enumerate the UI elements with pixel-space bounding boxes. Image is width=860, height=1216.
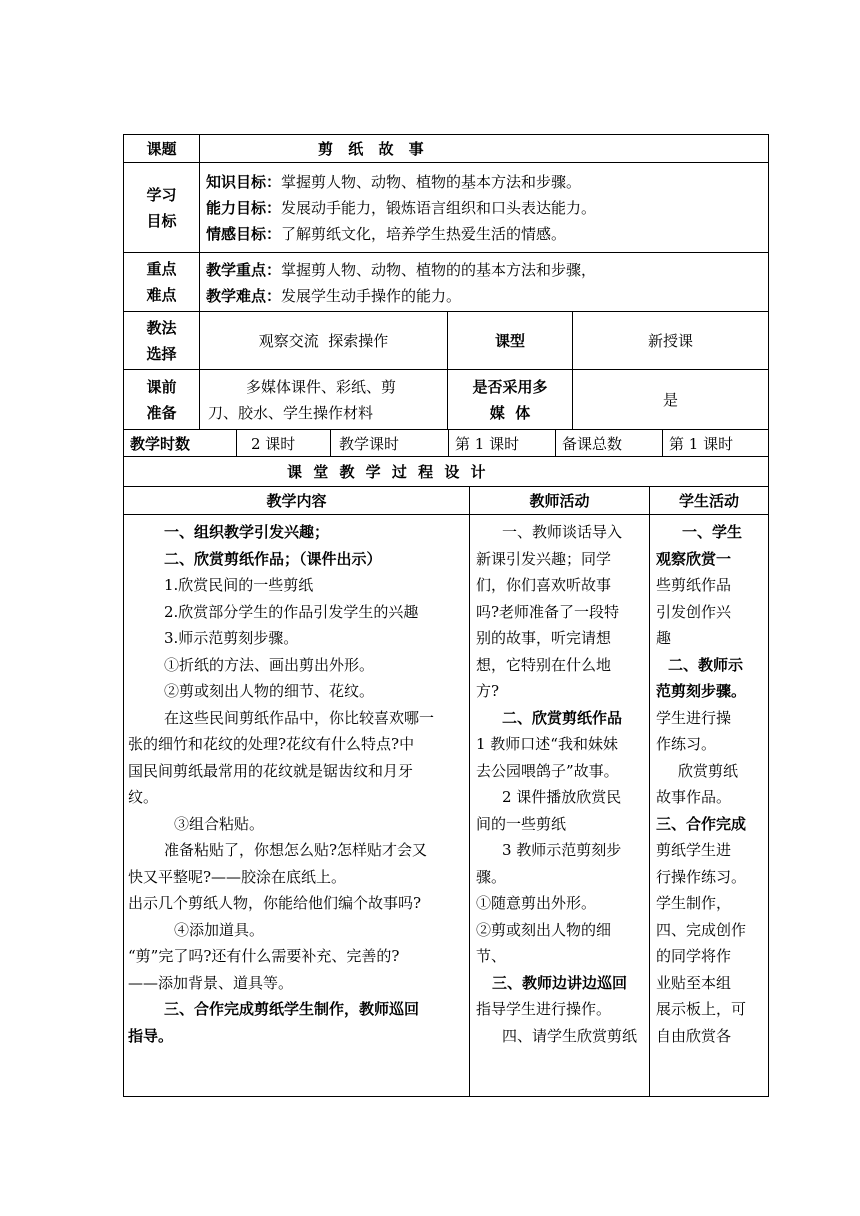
goals-label: 学习 目标: [124, 163, 200, 253]
student-line: 作练习。: [656, 735, 717, 753]
student-line: 学生进行操: [656, 708, 732, 727]
content-line: 在这些民间剪纸作品中，你比较喜欢哪一: [164, 708, 435, 727]
content-column: [124, 515, 470, 1097]
teacher-line: 指导学生进行操作。: [476, 1000, 612, 1018]
student-line: 些剪纸作品: [656, 576, 732, 594]
method-value: 观察交流 探索操作: [200, 312, 448, 370]
keypoint-item: 教学重点：掌握剪人物、动物、植物的的基本方法和步骤，: [206, 261, 597, 279]
student-line: 行操作练习。: [656, 867, 747, 886]
student-line: 三、合作完成: [656, 814, 747, 833]
content-line: 1.欣赏民间的一些剪纸: [164, 576, 314, 594]
teacher-line: 骤。: [476, 867, 507, 886]
teacher-line: ②剪或刻出人物的细: [476, 920, 612, 939]
student-line: 故事作品。: [656, 788, 732, 806]
goal-item: 知识目标：掌握剪人物、动物、植物的基本方法和步骤。: [206, 172, 582, 191]
content-line: “剪”完了吗?还有什么需要补充、完善的?: [128, 947, 400, 965]
teacher-line: 节、: [476, 947, 507, 965]
student-line: 的同学将作: [656, 947, 732, 965]
student-line: 剪纸学生进: [656, 841, 732, 859]
student-column: [650, 515, 769, 1097]
content-line: ①折纸的方法、画出剪出外形。: [164, 655, 375, 674]
keypoints-list: [200, 253, 769, 312]
goals-list: [200, 163, 769, 253]
content-line: 出示几个剪纸人物，你能给他们编个故事吗?: [128, 894, 422, 912]
content-line: 快又平整呢?——胶涂在底纸上。: [128, 867, 347, 886]
process-table: [123, 486, 769, 1097]
lesson-info-table: [123, 134, 769, 430]
goal-item: 能力目标：发展动手能力，锻炼语言组织和口头表达能力。: [206, 198, 597, 217]
content-line: 二、欣赏剪纸作品；（课件出示）: [164, 549, 382, 568]
keypoint-item: 教学难点：发展学生动手操作的能力。: [206, 287, 462, 305]
hours-table: [123, 429, 769, 487]
teacher-line: 四、请学生欣赏剪纸: [502, 1026, 638, 1045]
content-line: 准备粘贴了，你想怎么贴?怎样贴才会又: [164, 841, 428, 859]
prep-label: 课前 准备: [124, 370, 200, 430]
process-title: 课 堂 教 学 过 程 设 计: [124, 457, 769, 487]
keypoints-label: 重点 难点: [124, 253, 200, 312]
teacher-line: 3 教师示范剪刻步: [502, 841, 622, 859]
content-line: 3.师示范剪刻步骤。: [164, 629, 299, 647]
teacher-line: 间的一些剪纸: [476, 814, 567, 833]
student-line: 二、教师示: [668, 655, 744, 674]
prep-total-value: 第 1 课时: [663, 430, 769, 457]
student-line: 欣赏剪纸: [678, 761, 739, 780]
student-line: 学生制作，: [656, 894, 732, 912]
teacher-line: 吗?老师准备了一段特: [476, 602, 620, 621]
content-line: 2.欣赏部分学生的作品引发学生的兴趣: [164, 602, 419, 621]
media-value: 是: [573, 370, 769, 430]
student-line: 一、学生: [682, 523, 743, 541]
teacher-line: 2 课件播放欣赏民: [502, 788, 622, 806]
column-header-teacher: 教师活动: [470, 487, 650, 515]
content-line: 张的细竹和花纹的处理?花纹有什么特点?中: [128, 735, 415, 753]
teacher-line: ①随意剪出外形。: [476, 894, 597, 912]
teacher-line: 们，你们喜欢听故事: [476, 576, 612, 594]
goal-item: 情感目标：了解剪纸文化，培养学生热爱生活的情感。: [206, 224, 567, 243]
content-line: 指导。: [128, 1026, 174, 1045]
content-line: ②剪或刻出人物的细节、花纹。: [164, 682, 375, 700]
teacher-line: 想，它特别在什么地: [476, 655, 612, 674]
prep-value: 多媒体课件、彩纸、剪 刀、胶水、学生操作材料: [200, 370, 448, 430]
student-line: 观察欣赏一: [656, 549, 732, 568]
teacher-column: [470, 515, 650, 1097]
student-line: 自由欣赏各: [656, 1026, 732, 1045]
topic-label: 课题: [124, 135, 200, 163]
student-line: 引发创作兴: [656, 602, 732, 621]
topic-value: 剪 纸 故 事: [200, 135, 769, 163]
method-label: 教法 选择: [124, 312, 200, 370]
student-line: 展示板上，可: [656, 1000, 747, 1018]
teacher-line: 方?: [476, 682, 500, 700]
content-line: ③组合粘贴。: [174, 814, 265, 833]
student-line: 趣: [656, 629, 672, 647]
teacher-line: 去公园喂鸽子”故事。: [476, 761, 619, 780]
media-label: 是否采用多 媒 体: [448, 370, 573, 430]
teacher-line: 三、教师边讲边巡回: [492, 973, 628, 992]
student-line: 四、完成创作: [656, 920, 747, 939]
teacher-line: 别的故事，听完请想: [476, 629, 612, 647]
lesson-type-value: 新授课: [573, 312, 769, 370]
lesson-type-label: 课型: [448, 312, 573, 370]
teacher-line: 二、欣赏剪纸作品: [502, 708, 623, 727]
lesson-hour-value: 第 1 课时: [449, 430, 556, 457]
content-line: 国民间剪纸最常用的花纹就是锯齿纹和月牙: [128, 761, 414, 780]
content-line: 纹。: [128, 788, 159, 806]
hours-label: 教学时数: [124, 430, 237, 457]
content-line: ④添加道具。: [174, 920, 265, 939]
content-line: 三、合作完成剪纸学生制作，教师巡回: [164, 1000, 420, 1018]
teacher-line: 1 教师口述“我和妹妹: [476, 735, 618, 753]
teacher-line: 新课引发兴趣；同学: [476, 549, 612, 568]
hours-total: 2 课时: [237, 430, 331, 457]
student-line: 范剪刻步骤。: [656, 682, 747, 700]
content-line: 一、组织教学引发兴趣；: [164, 523, 330, 541]
column-header-content: 教学内容: [124, 487, 470, 515]
column-header-student: 学生活动: [650, 487, 769, 515]
student-line: 业贴至本组: [656, 973, 732, 992]
prep-total-label: 备课总数: [556, 430, 663, 457]
teacher-line: 一、教师谈话导入: [502, 523, 623, 541]
content-line: ——添加背景、道具等。: [128, 973, 294, 992]
lesson-hour-label: 教学课时: [331, 430, 449, 457]
